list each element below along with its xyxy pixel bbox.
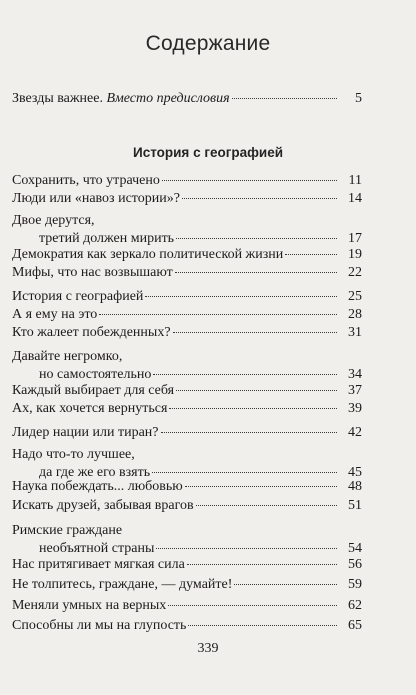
toc-entry — [12, 190, 362, 208]
leader-dots — [169, 408, 337, 409]
toc-entry — [12, 246, 362, 264]
leader-dots — [145, 296, 337, 297]
toc-entry-text-cont: да где же его взять — [39, 465, 151, 480]
page-title: Содержание — [145, 32, 271, 55]
leader-dots — [153, 374, 337, 375]
toc-entry — [12, 324, 362, 342]
toc-page-number: 28 — [348, 307, 362, 322]
toc-entry — [12, 478, 362, 496]
toc-entry-text: Нас притягивает мягкая сила — [12, 557, 185, 572]
toc-entry — [12, 382, 362, 400]
toc-entry-text: Сохранить, что утрачено — [12, 173, 160, 188]
toc-page-number: 45 — [348, 465, 362, 480]
leader-dots — [161, 432, 337, 433]
toc-entry — [12, 556, 362, 574]
section-heading: История с географией — [133, 145, 283, 160]
leader-dots — [162, 180, 337, 181]
toc-entry — [12, 497, 362, 515]
toc-entry-text: А я ему на это — [12, 307, 98, 322]
toc-entry-text: Наука побеждать... любовью — [12, 479, 183, 494]
leader-dots — [285, 254, 337, 255]
toc-page-number: 65 — [348, 618, 362, 633]
toc-entry-text: Демократия как зеркало политической жизни — [12, 247, 284, 262]
toc-entry — [12, 172, 362, 190]
toc-entry-text: Давайте негромко, — [12, 349, 123, 364]
toc-page-number: 14 — [348, 191, 362, 206]
leader-dots — [196, 505, 337, 506]
toc-entry — [12, 212, 362, 248]
toc-page-number: 54 — [348, 541, 362, 556]
toc-entry-intro — [12, 90, 362, 108]
toc-page-number: 42 — [348, 425, 362, 440]
toc-entry-text: История с географией — [12, 289, 144, 304]
toc-page-number: 37 — [348, 383, 362, 398]
toc-entry-text: Каждый выбирает для себя — [12, 383, 175, 398]
toc-entry — [12, 617, 362, 635]
toc-page-number: 39 — [348, 401, 362, 416]
toc-page-number: 34 — [348, 367, 362, 382]
toc-entry-text: Мифы, что нас возвышают — [12, 265, 173, 280]
leader-dots — [176, 390, 337, 391]
toc-page-number: 31 — [348, 325, 362, 340]
toc-entry-text: Ах, как хочется вернуться — [12, 401, 168, 416]
toc-entry-text-cont: необъятной страны — [39, 541, 155, 556]
toc-entry-text: Надо что-то лучшее, — [12, 447, 135, 462]
toc-entry-text: Кто жалеет побежденных? — [12, 325, 171, 340]
toc-entry-text: Звезды важнее. Вместо предисловия — [12, 91, 230, 106]
toc-entry — [12, 288, 362, 306]
toc-page-number: 22 — [348, 265, 362, 280]
toc-entry-text: Двое дерутся, — [12, 213, 95, 228]
leader-dots — [99, 314, 337, 315]
leader-dots — [176, 238, 337, 239]
toc-page-number: 11 — [348, 173, 362, 188]
toc-page-number: 25 — [348, 289, 362, 304]
toc-entry — [12, 597, 362, 615]
toc-entry — [12, 446, 362, 482]
toc-page-number: 56 — [348, 557, 362, 572]
leader-dots — [234, 584, 337, 585]
toc-entry — [12, 522, 362, 558]
leader-dots — [175, 272, 337, 273]
toc-entry-text: Не толпитесь, граждане, — думайте! — [12, 577, 233, 592]
toc-entry — [12, 306, 362, 324]
leader-dots — [168, 605, 337, 606]
toc-page-number: 19 — [348, 247, 362, 262]
toc-entry-text: Искать друзей, забывая врагов — [12, 498, 194, 513]
leader-dots — [152, 472, 337, 473]
toc-entry-text: Меняли умных на верных — [12, 598, 167, 613]
toc-page-number: 62 — [348, 598, 362, 613]
toc-entry-text: Люди или «навоз истории»? — [12, 191, 180, 206]
toc-page-number: 5 — [355, 91, 362, 106]
toc-entry — [12, 348, 362, 384]
leader-dots — [188, 625, 337, 626]
leader-dots — [185, 486, 337, 487]
leader-dots — [232, 98, 337, 99]
leader-dots — [182, 198, 337, 199]
toc-entry-text: Римские граждане — [12, 523, 123, 538]
toc-page-number: 17 — [348, 231, 362, 246]
toc-page-number: 51 — [348, 498, 362, 513]
toc-entry-text: Способны ли мы на глупость — [12, 618, 187, 633]
page-number: 339 — [197, 641, 219, 656]
leader-dots — [173, 332, 337, 333]
leader-dots — [156, 548, 337, 549]
toc-page-number: 48 — [348, 479, 362, 494]
toc-entry-text-cont: третий должен мирить — [39, 231, 175, 246]
toc-entry-text: Лидер нации или тиран? — [12, 425, 159, 440]
toc-page-number: 59 — [348, 577, 362, 592]
toc-entry — [12, 576, 362, 594]
toc-entry — [12, 400, 362, 418]
toc-entry — [12, 424, 362, 442]
toc-entry-text-cont: но самостоятельно — [39, 367, 152, 382]
leader-dots — [187, 564, 337, 565]
toc-entry — [12, 264, 362, 282]
